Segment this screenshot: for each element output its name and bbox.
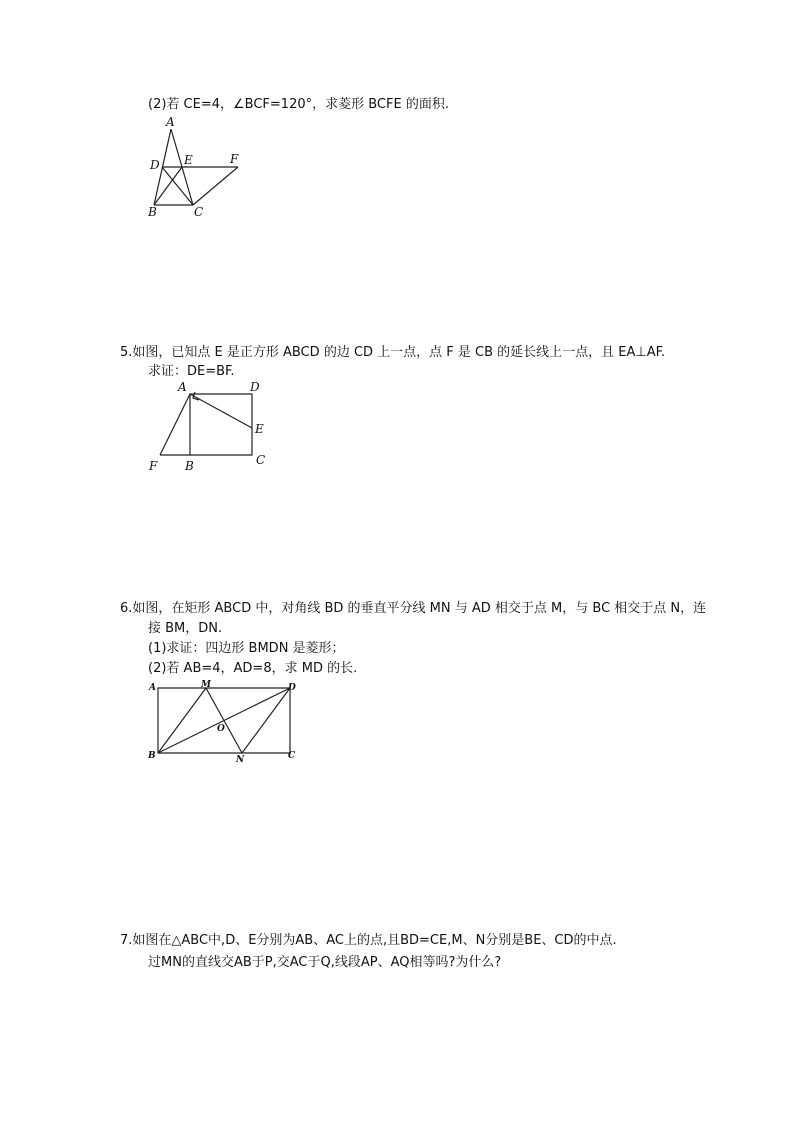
segment-ae xyxy=(190,394,252,428)
label-a: A xyxy=(166,115,175,129)
problem6-figure xyxy=(140,678,310,768)
label-m: M xyxy=(201,680,211,690)
segment-cf xyxy=(193,167,238,205)
problem5-statement: 5.如图，已知点 E 是正方形 ABCD 的边 CD 上一点，点 F 是 CB 的延长线上一点，且 EA⊥AF. xyxy=(120,345,666,360)
square-abcd xyxy=(190,394,252,455)
label-d: D xyxy=(150,158,160,172)
label-f: F xyxy=(149,459,158,473)
segment-bm xyxy=(158,688,206,753)
label-b: B xyxy=(185,459,194,473)
segment-dn xyxy=(242,688,290,753)
problem4-part2: (2)若 CE=4，∠BCF=120°，求菱形 BCFE 的面积. xyxy=(148,97,449,112)
segment-mn xyxy=(206,688,242,753)
label-o: O xyxy=(217,724,225,734)
problem6-part2: (2)若 AB=4，AD=8，求 MD 的长. xyxy=(148,661,358,676)
problem5-prove: 求证：DE=BF. xyxy=(148,364,235,379)
problem6-statement-line2: 接 BM，DN. xyxy=(148,621,223,636)
label-d: D xyxy=(250,380,260,394)
label-e: E xyxy=(184,153,193,167)
problem5-figure xyxy=(140,378,270,478)
label-c: C xyxy=(256,453,266,467)
label-n: N xyxy=(236,755,245,765)
segment-af xyxy=(160,394,190,455)
label-f: F xyxy=(230,152,239,166)
label-a: A xyxy=(178,380,187,394)
label-b: B xyxy=(148,205,157,219)
label-c: C xyxy=(194,205,204,219)
problem6-statement-line1: 6.如图，在矩形 ABCD 中，对角线 BD 的垂直平分线 MN 与 AD 相交于点 M，与 BC 相交于点 N，连 xyxy=(120,601,707,616)
problem7-statement-line2: 过MN的直线交AB于P,交AC于Q,线段AP、AQ相等吗?为什么? xyxy=(148,955,502,970)
problem6-part1: (1)求证：四边形 BMDN 是菱形； xyxy=(148,641,345,656)
label-b: B xyxy=(148,751,156,761)
label-a: A xyxy=(149,683,156,693)
label-e: E xyxy=(255,422,264,436)
problem7-statement-line1: 7.如图在△ABC中,D、E分别为AB、AC上的点,且BD=CE,M、N分别是BE、CD的中点. xyxy=(120,933,617,948)
problem4-figure xyxy=(140,112,250,222)
label-c: C xyxy=(288,751,296,761)
label-d: D xyxy=(288,683,296,693)
